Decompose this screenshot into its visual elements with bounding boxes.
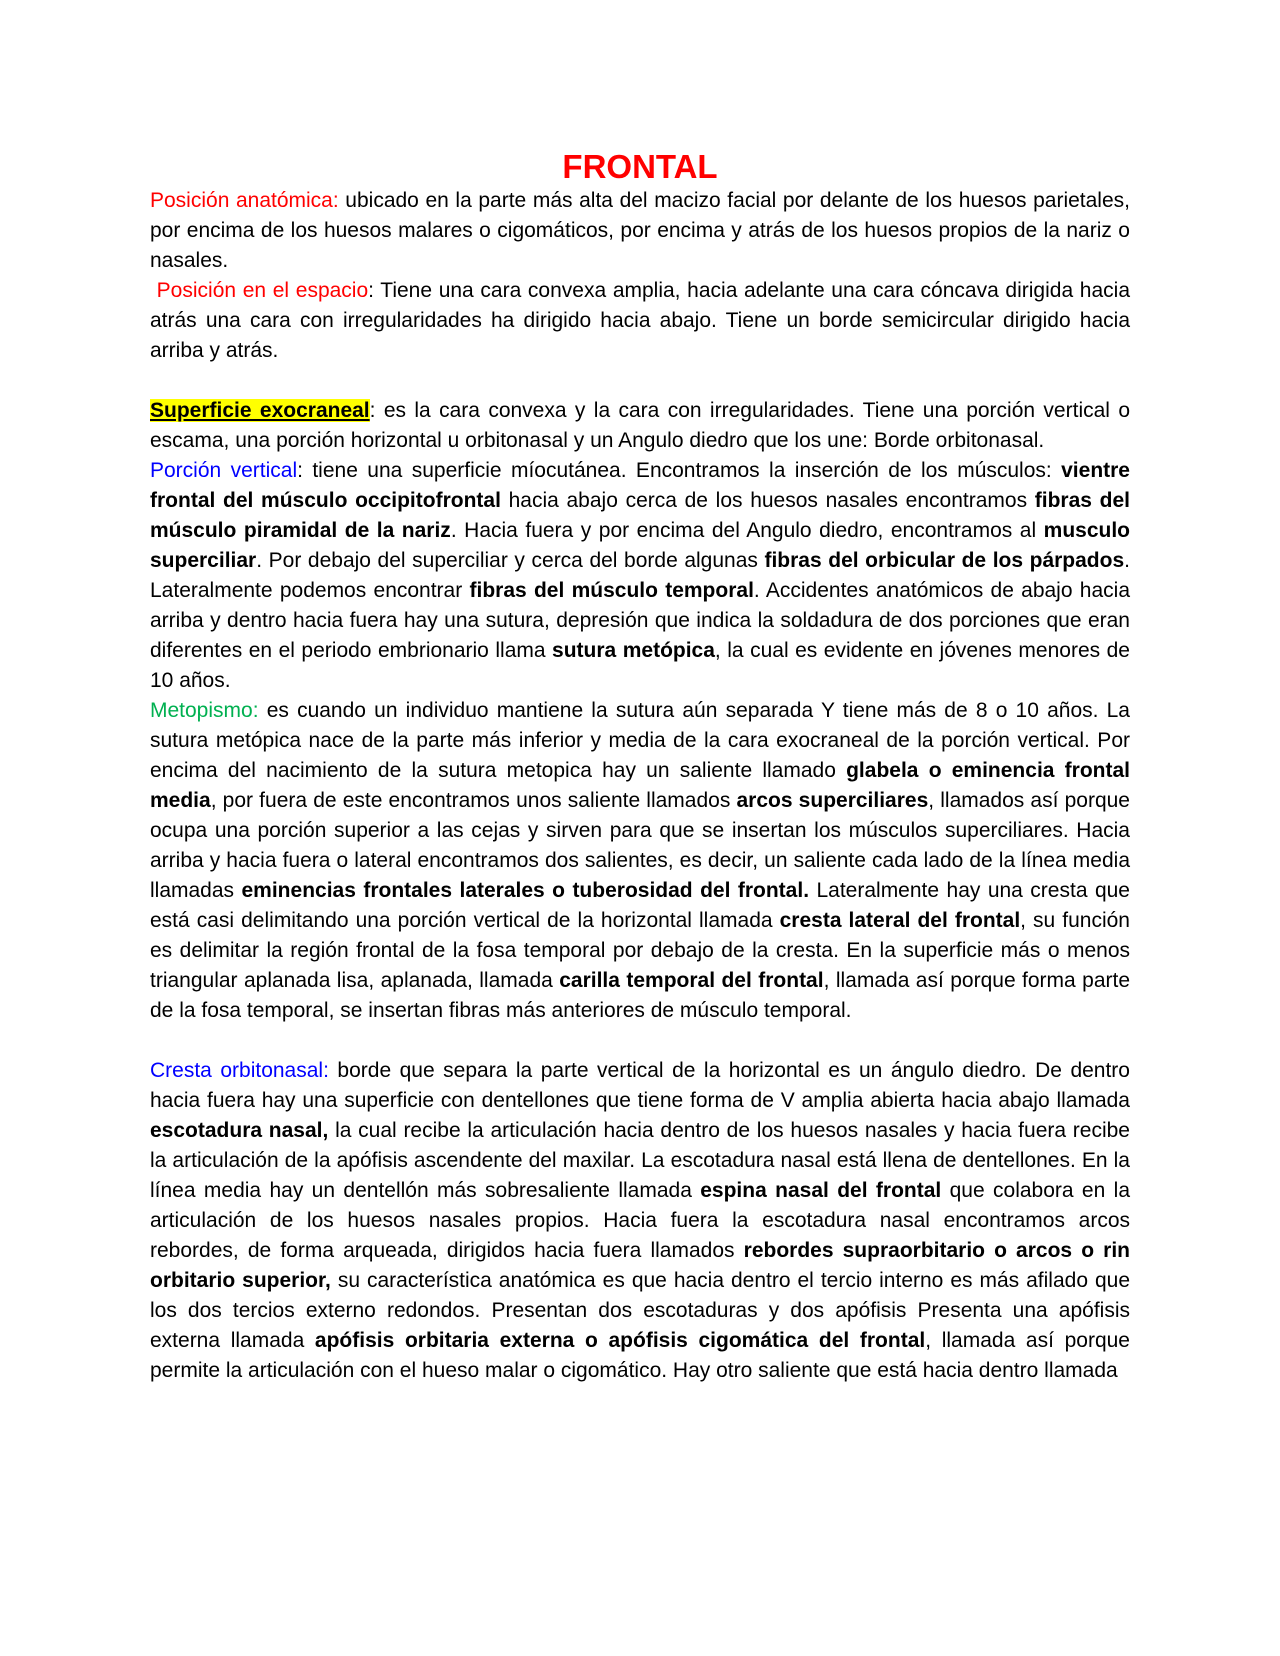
text: borde que separa la parte vertical de la horizontal es un ángulo diedro. De dentro hacia fuera hay una superficie con dentellones que tiene forma de V amplia abierta hacia abajo llamada	[150, 1059, 1130, 1112]
label-superficie-exocraneal: Superficie exocraneal	[150, 399, 370, 422]
term: sutura metópica	[552, 639, 715, 662]
text: : Tiene una cara convexa amplia, hacia adelante una cara cóncava dirigida hacia atrás una cara con irregularidades ha dirigido hacia abajo. Tiene un borde semicircular dirigido hacia arriba y atrás.	[150, 279, 1130, 362]
term: rebordes supraorbitario o arcos o rin orbitario superior,	[150, 1239, 1131, 1292]
text: , llamados así porque ocupa una porción superior a las cejas y sirven para que se insertan los músculos superciliares. Hacia arriba y hacia fuera o lateral encontramos dos salientes, es decir, un saliente cada lado de la línea media llamadas	[150, 789, 1130, 902]
text: la cual recibe la articulación hacia dentro de los huesos nasales y hacia fuera recibe la articulación de la apófisis ascendente del maxilar. La escotadura nasal está llena de dentellones. En la línea media hay un dentellón más sobresaliente llamada	[150, 1119, 1130, 1202]
term: eminencias frontales laterales o tuberosidad del frontal.	[241, 879, 810, 902]
term: fibras del orbicular de los párpados	[764, 549, 1125, 572]
term: cresta lateral del frontal	[779, 909, 1021, 932]
text: es cuando un individuo mantiene la sutura aún separada Y tiene más de 8 o 10 años. La sutura metópica nace de la parte más inferior y media de la cara exocraneal de la porción vertical. Por encima del nacimiento de la sutura metopica hay un saliente llamado	[150, 699, 1130, 782]
text: . Por debajo del superciliar y cerca del borde algunas	[256, 549, 765, 572]
paragraph-metopismo	[150, 696, 1130, 1026]
text: , llamada así porque forma parte de la fosa temporal, se insertan fibras más anteriores de músculo temporal.	[150, 969, 1131, 1022]
term: carilla temporal del frontal	[559, 969, 824, 992]
paragraph-porcion-vertical	[150, 456, 1130, 696]
text: , llamada así porque permite la articulación con el hueso malar o cigomático. Hay otro saliente que está hacia dentro llamada	[150, 1329, 1130, 1382]
term: arcos superciliares	[736, 789, 929, 812]
term: fibras del músculo piramidal de la nariz	[150, 489, 1130, 542]
paragraph-posicion-espacio	[150, 276, 1130, 366]
blank-line	[150, 1026, 1130, 1056]
text: . Lateralmente podemos encontrar	[150, 549, 1130, 602]
text: su característica anatómica es que hacia dentro el tercio interno es más afilado que los dos tercios externo redondos. Presentan dos escotaduras y dos apófisis Presenta una apófisis externa llamada	[150, 1269, 1131, 1352]
text: : es la cara convexa y la cara con irregularidades. Tiene una porción vertical o escama, una porción horizontal u orbitonasal y un Angulo diedro que los une: Borde orbitonasal.	[150, 399, 1130, 452]
label-posicion-espacio: Posición en el espacio	[156, 279, 369, 302]
text: , su función es delimitar la región frontal de la fosa temporal por debajo de la cresta. En la superficie más o menos triangular aplanada lisa, aplanada, llamada	[150, 909, 1130, 992]
term: glabela o eminencia frontal media	[150, 759, 1130, 812]
text: Lateralmente hay una cresta que está casi delimitando una porción vertical de la horizontal llamada	[150, 879, 1130, 932]
label-posicion-anatomica: Posición anatómica:	[150, 189, 339, 212]
label-cresta-orbitonasal: Cresta orbitonasal:	[150, 1059, 329, 1082]
lead-space	[150, 279, 157, 302]
text: hacia abajo cerca de los huesos nasales encontramos	[500, 489, 1035, 512]
blank-line	[150, 366, 1130, 396]
text: : tiene una superficie míocutánea. Encontramos la inserción de los músculos:	[297, 459, 1062, 482]
text: . Accidentes anatómicos de abajo hacia arriba y dentro hacia fuera hay una sutura, depresión que indica la soldadura de dos porciones que eran diferentes en el periodo embrionario llama	[150, 579, 1131, 662]
label-metopismo: Metopismo:	[150, 699, 259, 722]
term: fibras del músculo temporal	[469, 579, 754, 602]
text: ubicado en la parte más alta del macizo facial por delante de los huesos parietales, por encima de los huesos malares o cigomáticos, por encima y atrás de los huesos propios de la nariz o nasales.	[150, 189, 1130, 272]
paragraph-superficie-exocraneal	[150, 396, 1130, 456]
text: , por fuera de este encontramos unos saliente llamados	[210, 789, 737, 812]
term: escotadura nasal,	[150, 1119, 329, 1142]
text: que colabora en la articulación de los huesos nasales propios. Hacia fuera la escotadura nasal encontramos arcos rebordes, de forma arqueada, dirigidos hacia fuera llamados	[150, 1179, 1131, 1262]
text: . Hacia fuera y por encima del Angulo diedro, encontramos al	[450, 519, 1044, 542]
term: apófisis orbitaria externa o apófisis cigomática del frontal	[314, 1329, 926, 1352]
term: vientre frontal del músculo occipitofrontal	[150, 459, 1130, 512]
text: , la cual es evidente en jóvenes menores de 10 años.	[150, 639, 1130, 692]
page-title: FRONTAL	[562, 148, 718, 185]
term: espina nasal del frontal	[700, 1179, 942, 1202]
label-porcion-vertical: Porción vertical	[150, 459, 298, 482]
term: musculo superciliar	[150, 519, 1130, 572]
paragraph-cresta-orbitonasal	[150, 1056, 1130, 1386]
paragraph-posicion-anatomica	[150, 186, 1130, 276]
